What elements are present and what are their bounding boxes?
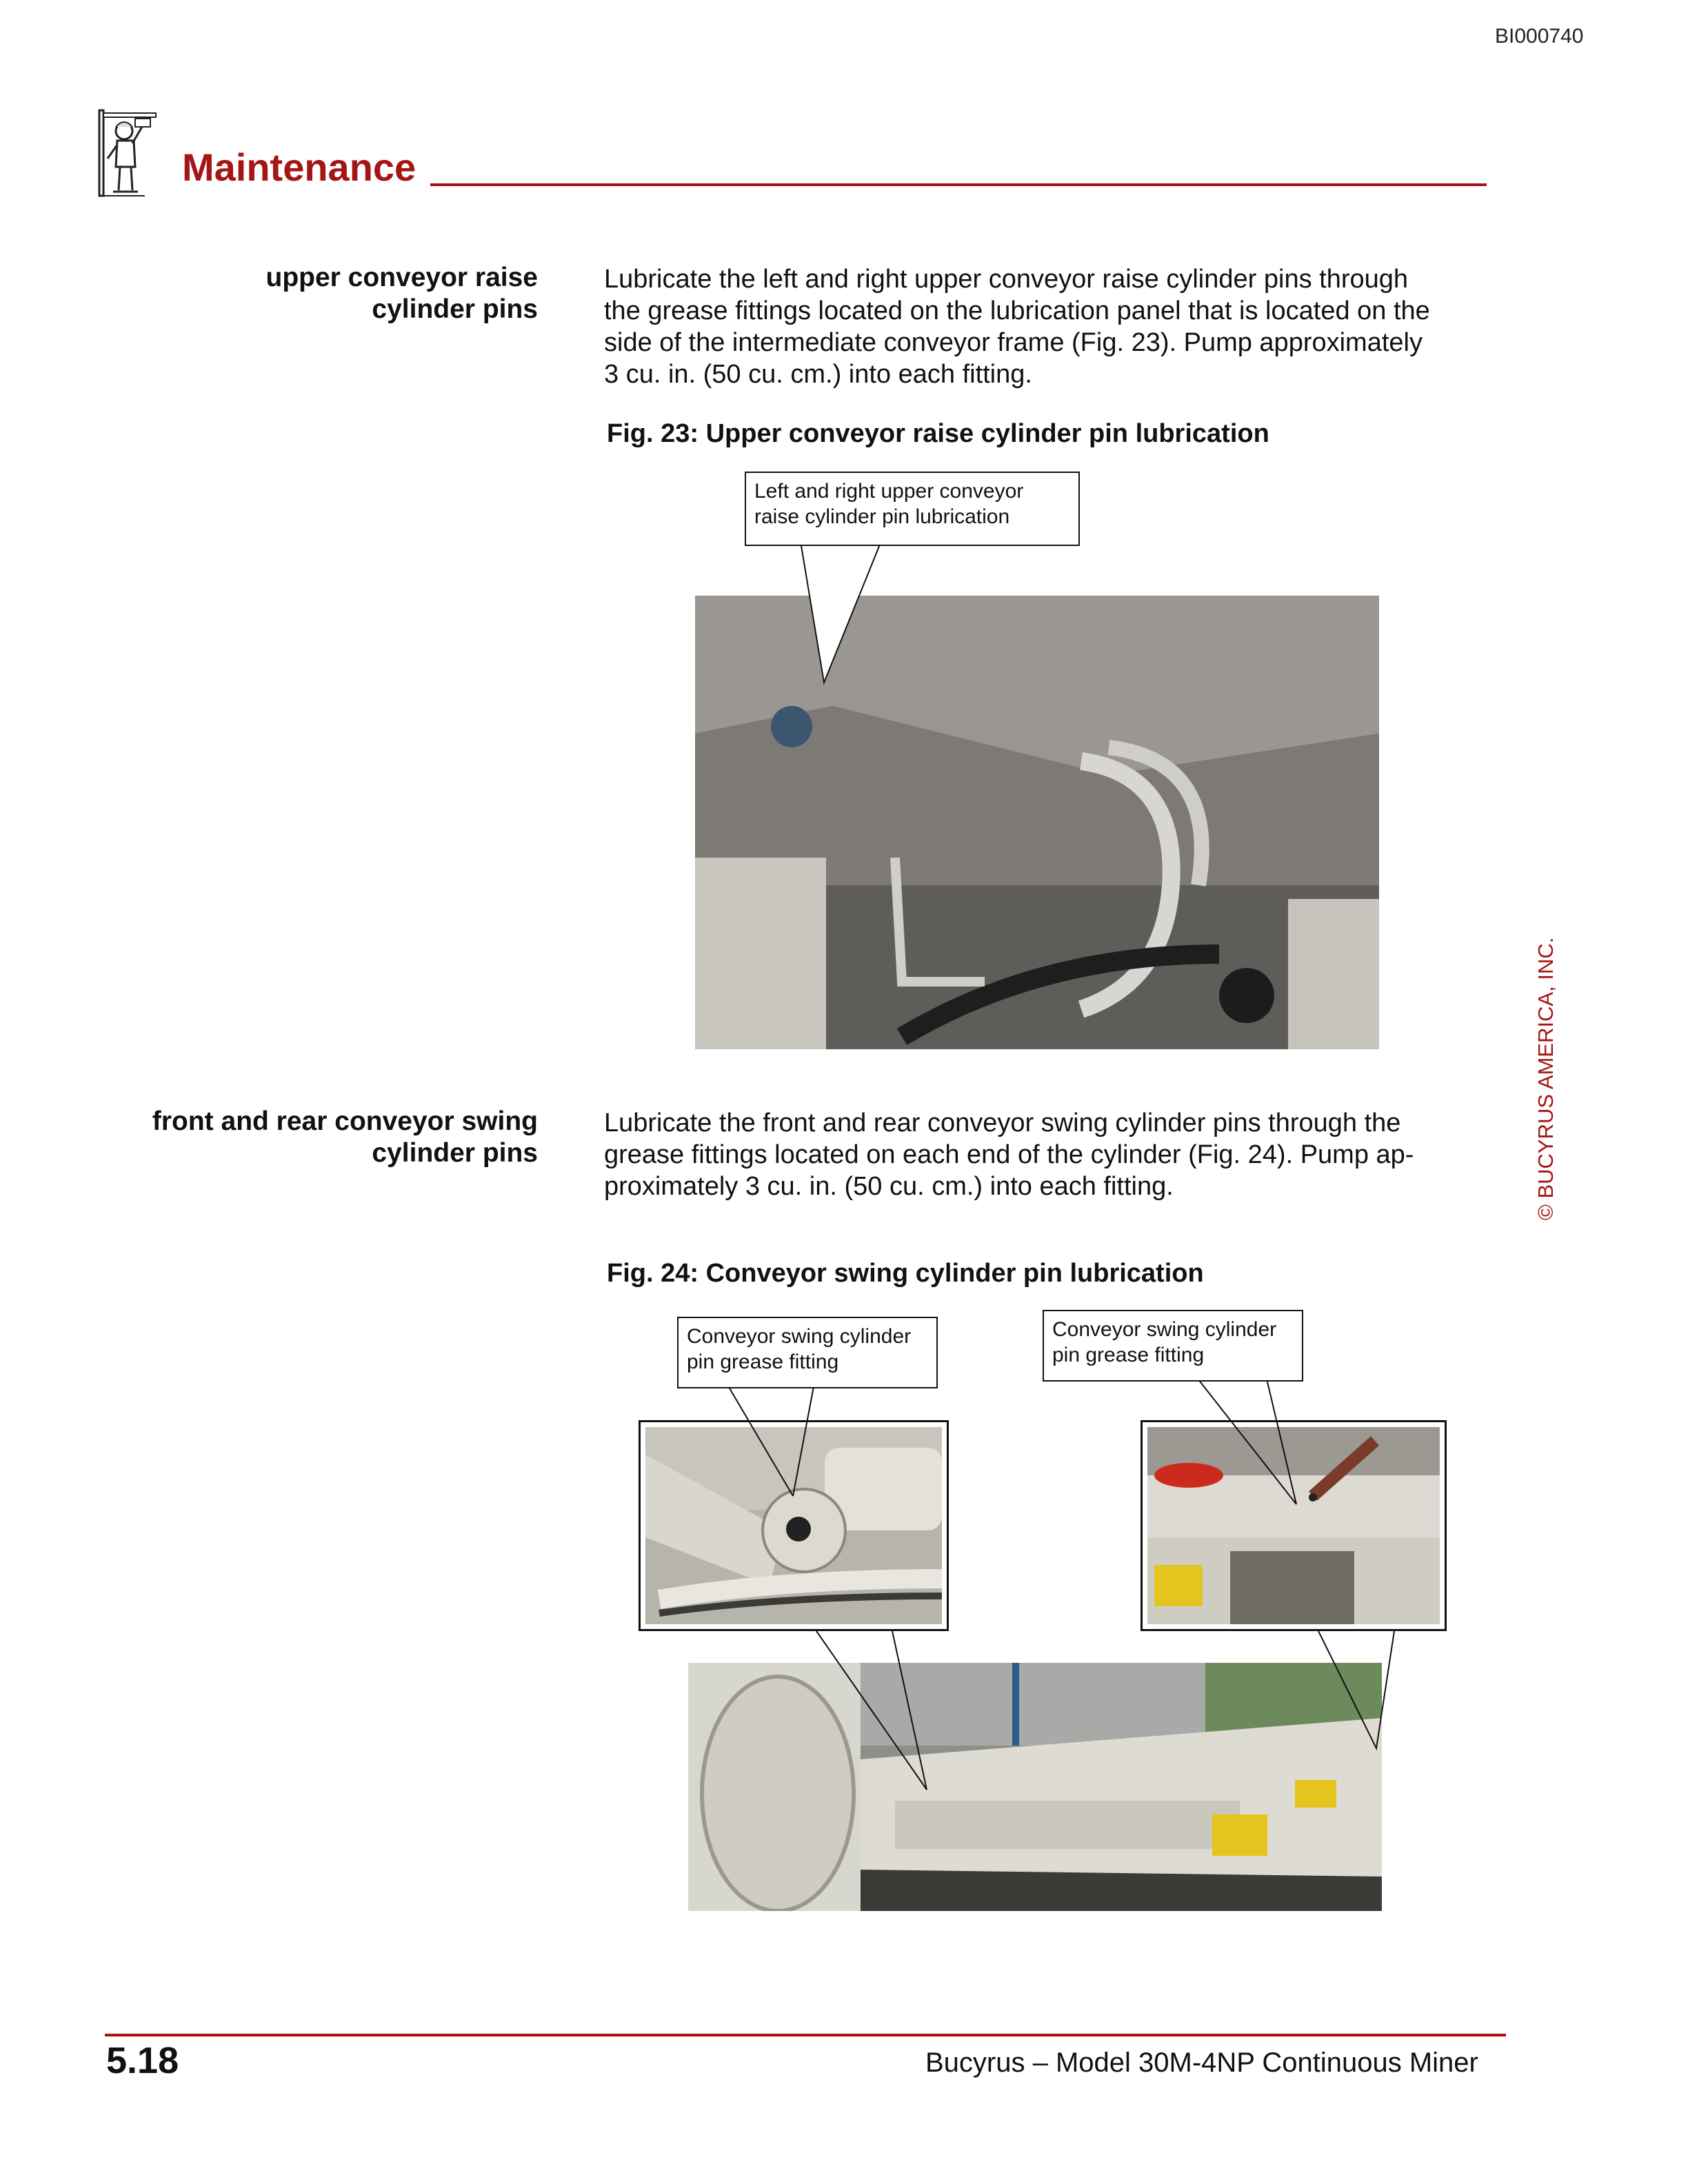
section-heading-swing-cylinder: [124, 1106, 538, 1169]
body-line: 3 cu. in. (50 cu. cm.) into each fitting.: [604, 360, 1032, 389]
callout-line: pin grease fitting: [687, 1351, 839, 1373]
callout-line: Left and right upper conveyor: [754, 480, 1024, 503]
body-line: Lubricate the left and right upper conveyor raise cylinder pins through: [604, 265, 1409, 294]
callout-upper-conveyor-lubrication: [745, 472, 1080, 546]
document-id: BI000740: [1495, 25, 1584, 48]
heading-line: cylinder pins: [372, 1138, 538, 1168]
section-heading-upper-conveyor: [124, 262, 538, 325]
callout-swing-grease-fitting-left: [677, 1317, 938, 1388]
body-line: side of the intermediate conveyor frame (Fig. 23). Pump approximately: [604, 328, 1423, 357]
section-body-upper-conveyor: [604, 263, 1430, 390]
callout-line: Conveyor swing cylinder: [687, 1325, 912, 1348]
page-number: 5.18: [106, 2040, 179, 2081]
title-rule: [430, 183, 1487, 186]
body-line: grease fittings located on each end of the cylinder (Fig. 24). Pump ap-: [604, 1140, 1414, 1169]
callout-swing-grease-fitting-right: [1043, 1310, 1303, 1382]
section-title: Maintenance: [182, 145, 416, 189]
body-line: proximately 3 cu. in. (50 cu. cm.) into each fitting.: [604, 1172, 1174, 1201]
heading-line: front and rear conveyor swing: [152, 1106, 538, 1136]
callout-pointer: [713, 1372, 934, 1799]
copyright-notice: © BUCYRUS AMERICA, INC.: [1534, 937, 1558, 1220]
figure-24-caption: Fig. 24: Conveyor swing cylinder pin lubrication: [607, 1259, 1204, 1288]
heading-line: cylinder pins: [372, 294, 538, 324]
figure-23-caption: Fig. 23: Upper conveyor raise cylinder pin lubrication: [607, 419, 1269, 448]
callout-pointer: [1186, 1376, 1400, 1762]
footer-rule: [105, 2034, 1506, 2036]
callout-line: raise cylinder pin lubrication: [754, 505, 1010, 528]
maintenance-worker-icon: [97, 108, 160, 199]
heading-line: upper conveyor raise: [265, 263, 538, 292]
callout-pointer: [758, 538, 896, 689]
body-line: the grease fittings located on the lubrication panel that is located on the: [604, 296, 1430, 325]
body-line: Lubricate the front and rear conveyor swing cylinder pins through the: [604, 1109, 1401, 1138]
callout-line: pin grease fitting: [1052, 1344, 1205, 1366]
callout-line: Conveyor swing cylinder: [1052, 1318, 1277, 1341]
section-body-swing-cylinder: [604, 1107, 1414, 1202]
footer-title: Bucyrus – Model 30M-4NP Continuous Miner: [925, 2048, 1478, 2078]
